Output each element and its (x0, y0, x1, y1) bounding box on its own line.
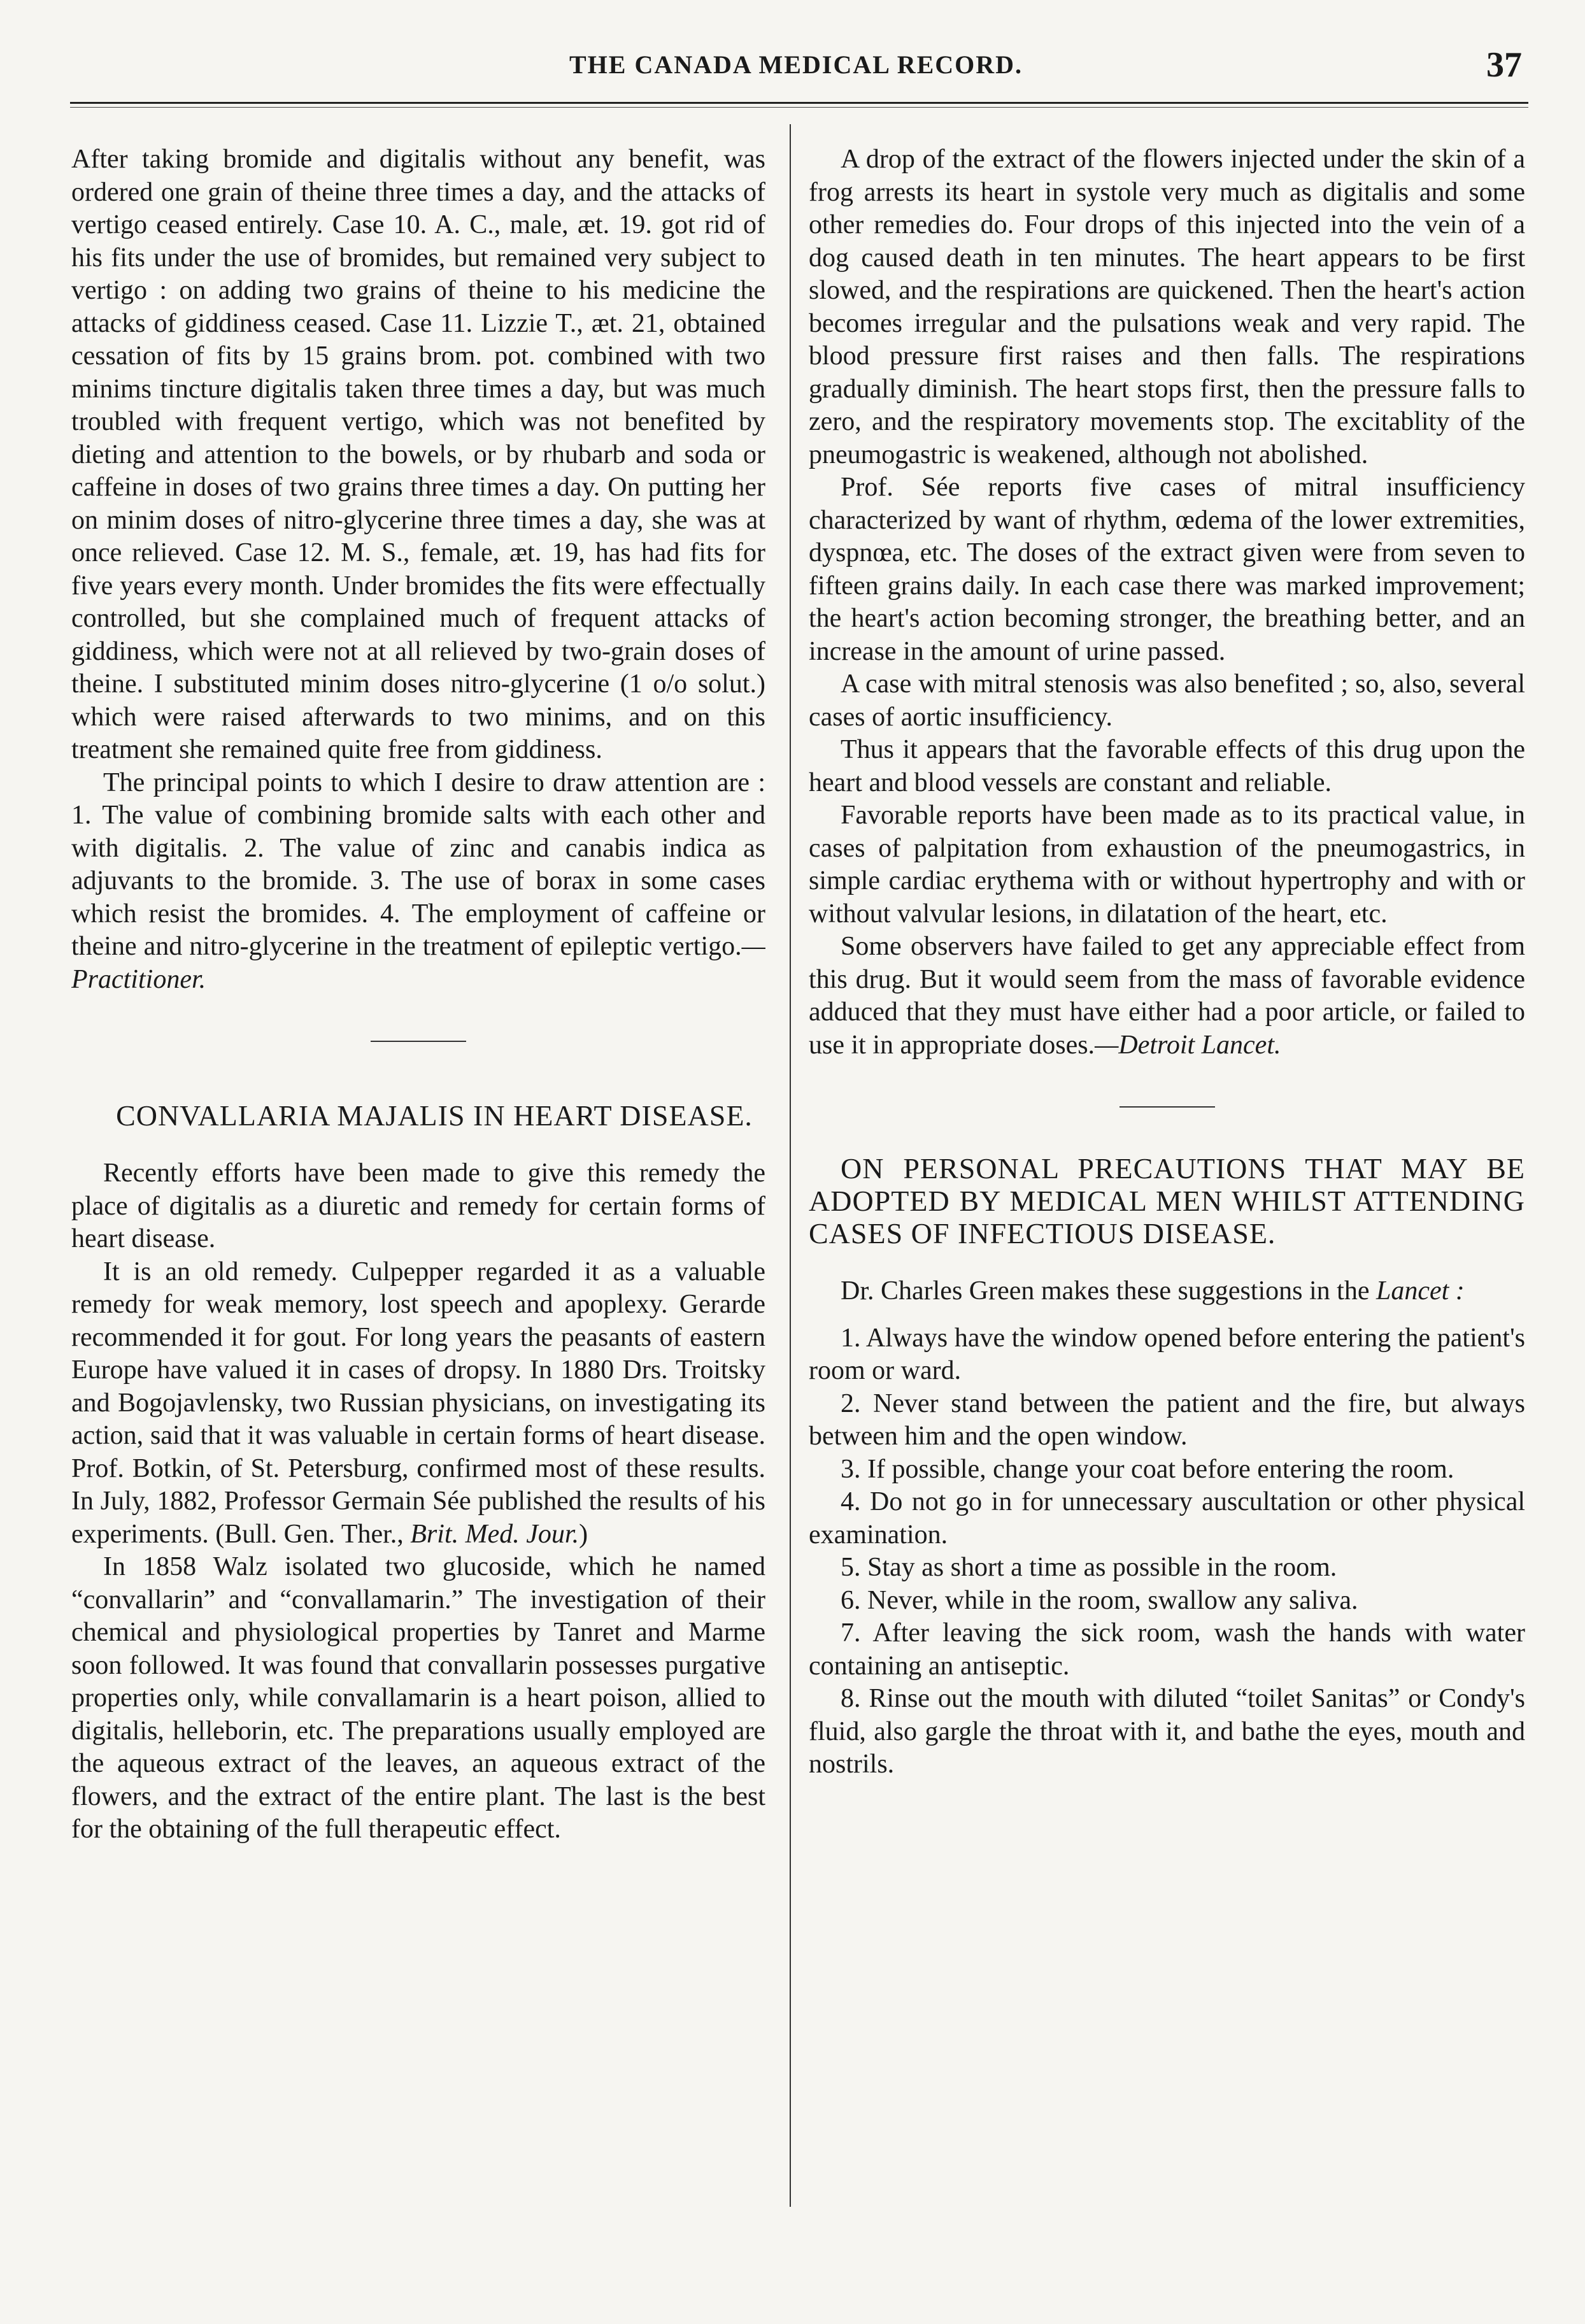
list-item: 4. Do not go in for unnecessary auscultation or other physical examination. (809, 1487, 1525, 1550)
spacer (809, 1250, 1525, 1275)
paragraph-text: The principal points to which I desire to draw attention are : 1. The value of combining bromide salts with each other and with digitalis. 2. The value of zinc and canabis indica as adjuvants to the bromide. 3. The use of borax in some cases which resist the bromides. 4. The employment of caffeine or theine and nitro-glycerine in the treatment of epileptic vertigo. (71, 767, 765, 961)
column-divider (790, 124, 791, 2207)
paragraph (71, 1256, 765, 1551)
journal-citation: Brit. Med. Jour. (410, 1519, 579, 1549)
page-number: 37 (1486, 45, 1522, 85)
list-item: 5. Stay as short a time as possible in the room. (841, 1553, 1337, 1582)
list-item: 6. Never, while in the room, swallow any saliva. (841, 1585, 1358, 1615)
paragraph-text: It is an old remedy. Culpepper regarded it as a valuable remedy for weak memory, lost speech and apoplexy. Gerarde recommended it for gout. For long years the peasants of eastern Europe have valued it in cases of dropsy. In 1880 Drs. Troitsky and Bogojavlensky, two Russian physicians, on investigating its action, said that it was valuable in certain forms of heart disease. Prof. Botkin, of St. Petersburg, confirmed most of these results. In July, 1882, Professor Germain Sée published the results of his experiments. (Bull. Gen. Ther., (71, 1257, 765, 1549)
header-rule (70, 102, 1528, 108)
source-citation: —Detroit Lancet. (1095, 1030, 1281, 1060)
source-citation: —Practitioner. (71, 932, 765, 994)
list-item: 8. Rinse out the mouth with diluted “toilet Sanitas” or Condy's fluid, also gargle the throat with it, and bathe the eyes, mouth and nostrils. (809, 1684, 1525, 1779)
paragraph (809, 1275, 1525, 1308)
right-column (809, 143, 1525, 2302)
paragraph: Recently efforts have been made to give this remedy the place of digitalis as a diuretic and remedy for certain forms of heart disease. (71, 1158, 765, 1253)
journal-title: THE CANADA MEDICAL RECORD. (569, 50, 1023, 79)
paragraph: In 1858 Walz isolated two glucoside, which he named “convallarin” and “convallamarin.” The investigation of their chemical and physiological properties by Tanret and Marme soon followed. It was found that convallarin possesses purgative properties only, while convallamarin is a heart poison, allied to digitalis, helleborin, etc. The preparations usually employed are the aqueous extract of the leaves, an aqueous extract of the flowers, and the extract of the entire plant. The last is the best for the obtaining of the full therapeutic effect. (71, 1552, 765, 1844)
journal-citation: Lancet : (1375, 1276, 1465, 1306)
paragraph: After taking bromide and digitalis without any benefit, was ordered one grain of theine three times a day, and the attacks of vertigo ceased entirely. Case 10. A. C., male, æt. 19. got rid of his fits under the use of bromides, but remained very subject to vertigo : on adding two grains of theine to his medicine the attacks of giddiness ceased. Case 11. Lizzie T., æt. 21, obtained cessation of fits by 15 grains brom. pot. combined with two minims tincture digitalis taken three times a day, but was much troubled with frequent vertigo, which was not benefited by dieting and attention to the bowels, or by rhubarb and soda or caffeine in doses of two grains three times a day. On putting her on minim doses of nitro-glycerine three times a day, she was at once relieved. Case 12. M. S., female, æt. 19, has had fits for five years every month. Under bromides the fits were effectually controlled, but she complained much of frequent attacks of giddiness, which were not at all relieved by two-grain doses of theine. I substituted minim doses nitro-glycerine (1 o/o solut.) which were raised afterwards to two minims, and on this treatment she remained quite free from giddiness. (71, 145, 765, 764)
spacer (71, 1042, 765, 1099)
paragraph-text: Some observers have failed to get any appreciable effect from this drug. But it would seem from the mass of favorable evidence adduced that they must have either had a poor article, or failed to use it in appropriate doses. (809, 932, 1525, 1060)
paragraph-text: ) (579, 1519, 588, 1549)
spacer (809, 1308, 1525, 1322)
article-heading: ON PERSONAL PRECAUTIONS THAT MAY BE ADOPTED BY MEDICAL MEN WHILST ATTENDING CASES OF INFECTIOUS DISEASE. (809, 1152, 1525, 1250)
left-column (71, 143, 765, 2302)
running-header (70, 45, 1522, 89)
paragraph: A case with mitral stenosis was also benefited ; so, also, several cases of aortic insufficiency. (809, 669, 1525, 732)
list-item: 1. Always have the window opened before entering the patient's room or ward. (809, 1323, 1525, 1385)
list-item: 2. Never stand between the patient and the fire, but always between him and the open window. (809, 1388, 1525, 1451)
paragraph: Favorable reports have been made as to its practical value, in cases of palpitation from exhaustion of the pneumogastrics, in simple cardiac erythema with or without hypertrophy and with or without valvular lesions, in dilatation of the heart, etc. (809, 801, 1525, 929)
spacer (71, 1132, 765, 1157)
paragraph-text: Dr. Charles Green makes these suggestions in the (841, 1276, 1376, 1306)
list-item: 3. If possible, change your coat before entering the room. (841, 1454, 1454, 1484)
spacer (809, 1062, 1525, 1106)
paragraph: Prof. Sée reports five cases of mitral insufficiency characterized by want of rhythm, œdema of the lower extremities, dyspnœa, etc. The doses of the extract given were from seven to fifteen grains daily. In each case there was marked improvement; the heart's action becoming stronger, the breathing better, and an increase in the amount of urine passed. (809, 473, 1525, 666)
list-item: 7. After leaving the sick room, wash the hands with water containing an antiseptic. (809, 1618, 1525, 1681)
spacer (71, 996, 765, 1041)
paragraph: Thus it appears that the favorable effects of this drug upon the heart and blood vessels are constant and reliable. (809, 735, 1525, 797)
paragraph (809, 930, 1525, 1062)
spacer (809, 1108, 1525, 1152)
paragraph: A drop of the extract of the flowers injected under the skin of a frog arrests its heart in systole very much as digitalis and some other remedies do. Four drops of this injected into the vein of a dog caused death in ten minutes. The heart appears to be first slowed, and the respirations are quickened. Then the heart's action becomes irregular and the pulsations weak and very rapid. The blood pressure first raises and then falls. The respirations gradually diminish. The heart stops first, then the pressure falls to zero, and the respiratory movements stop. The excitablity of the pneumogastric is weakened, although not abolished. (809, 145, 1525, 469)
paragraph (71, 767, 765, 997)
article-heading: CONVALLARIA MAJALIS IN HEART DISEASE. (116, 1099, 753, 1132)
